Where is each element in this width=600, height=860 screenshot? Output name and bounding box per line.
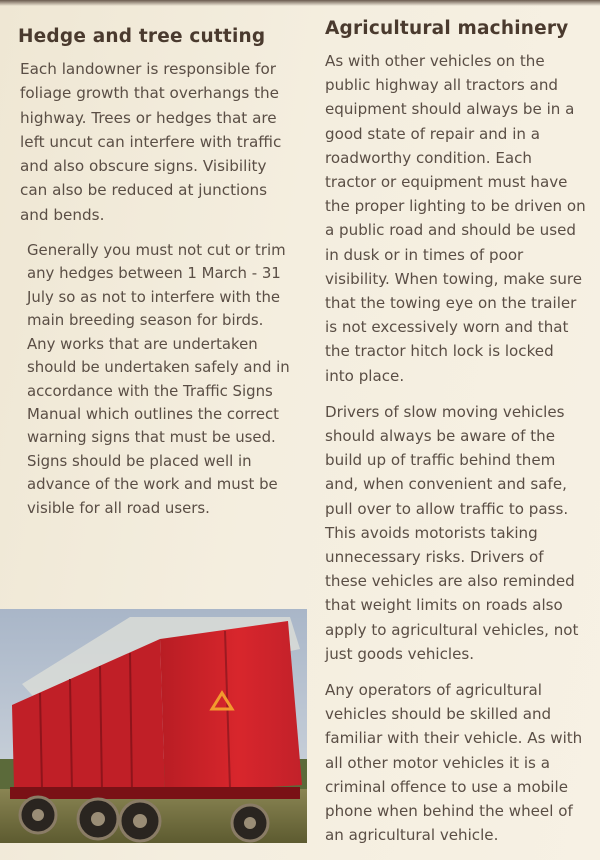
left-column	[18, 26, 293, 532]
right-column	[325, 18, 587, 860]
hedge-cutting-paragraph-2: Generally you must not cut or trim any hedges between 1 March - 31 July so as not to interfere with the main breeding season for birds. Any works that are undertaken should be undertaken safely and in accordance with the Traffic Signs Manual which outlines the correct warning signs that must be used. Signs should be placed well in advance of the work and must be visible for all road users.	[27, 241, 290, 517]
hedge-cutting-paragraph-1: Each landowner is responsible for foliage growth that overhangs the highway. Trees or hedges that are left uncut can interfere with traffic and also obscure signs. Visibility can also be reduced at junctions and bends.	[20, 60, 282, 224]
machinery-paragraph-2: Drivers of slow moving vehicles should always be aware of the build up of traffic behind them and, when convenient and safe, pull over to allow traffic to pass. This avoids motorists taking unnecessary risks. Drivers of these vehicles are also reminded that weight limits on roads also apply to agricultural vehicles, not just goods vehicles.	[325, 402, 579, 663]
trailer-illustration	[0, 609, 307, 843]
trailer-chassis	[10, 787, 300, 799]
hedge-cutting-heading: Hedge and tree cutting	[18, 26, 266, 47]
agricultural-machinery-heading: Agricultural machinery	[325, 18, 569, 39]
page-top-shadow	[0, 0, 600, 6]
trailer-photo	[0, 609, 307, 843]
machinery-paragraph-3: Any operators of agricultural vehicles should be skilled and familiar with their vehicle. As with all other motor vehicles it is a criminal offence to use a mobile phone when behind the wheel of an agricultural vehicle.	[325, 681, 583, 845]
machinery-paragraph-1: As with other vehicles on the public highway all tractors and equipment should always be in a good state of repair and in a roadworthy condition. Each tractor or equipment must have the proper lighting to be driven on a public road and should be used in dusk or in times of poor visibility. When towing, make sure that the towing eye on the trailer is not excessively worn and that the tractor hitch lock is locked into place.	[325, 52, 586, 385]
